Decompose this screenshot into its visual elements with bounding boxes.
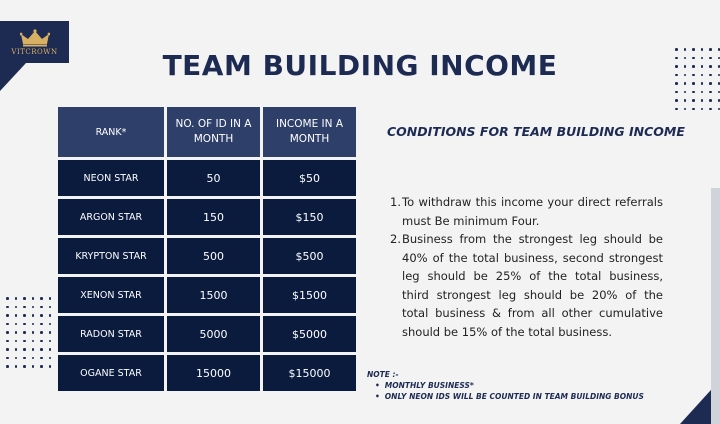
condition-item xyxy=(390,193,663,230)
brand-name: VITCROWN xyxy=(11,47,58,56)
table-row xyxy=(58,277,356,313)
decorative-dot xyxy=(23,340,26,343)
decorative-dot xyxy=(684,108,687,111)
decorative-dot xyxy=(23,357,26,360)
decorative-dot xyxy=(6,306,9,309)
ids-cell: 50 xyxy=(167,160,260,196)
decorative-dot xyxy=(32,365,35,368)
decorative-dot xyxy=(684,91,687,94)
conditions-list xyxy=(390,193,663,341)
header-ids xyxy=(167,107,260,157)
ids-cell: 150 xyxy=(167,199,260,235)
decorative-dot xyxy=(675,91,678,94)
condition-number: 2. xyxy=(390,232,401,246)
decorative-dot xyxy=(15,314,18,317)
decorative-dot xyxy=(40,331,43,334)
income-cell: $500 xyxy=(263,238,356,274)
decorative-dot xyxy=(32,357,35,360)
decorative-dot xyxy=(49,306,52,309)
rank-cell: KRYPTON STAR xyxy=(58,238,164,274)
table-row xyxy=(58,355,356,391)
table-row xyxy=(58,238,356,274)
income-cell: $50 xyxy=(263,160,356,196)
decorative-dot xyxy=(15,297,18,300)
decorative-dot xyxy=(6,323,9,326)
decorative-dot xyxy=(675,82,678,85)
decorative-dot xyxy=(49,314,52,317)
rank-cell: OGANE STAR xyxy=(58,355,164,391)
decorative-dot xyxy=(701,91,704,94)
decorative-dot xyxy=(6,331,9,334)
condition-number: 1. xyxy=(390,195,401,209)
decorative-dot xyxy=(32,306,35,309)
decorative-dot xyxy=(40,323,43,326)
decorative-dot xyxy=(40,340,43,343)
decorative-dot xyxy=(40,357,43,360)
decorative-dot xyxy=(23,323,26,326)
decorative-dot xyxy=(23,314,26,317)
decorative-dot xyxy=(40,297,43,300)
decorative-dot xyxy=(684,99,687,102)
decorative-dot xyxy=(6,357,9,360)
income-cell: $150 xyxy=(263,199,356,235)
income-cell: $5000 xyxy=(263,316,356,352)
decorative-dot xyxy=(692,108,695,111)
decorative-dot xyxy=(40,365,43,368)
decorative-dot xyxy=(49,340,52,343)
decorative-dot xyxy=(15,323,18,326)
decorative-dot xyxy=(15,306,18,309)
decorative-dot xyxy=(6,297,9,300)
rank-cell: XENON STAR xyxy=(58,277,164,313)
decorative-dot xyxy=(40,314,43,317)
decorative-dot xyxy=(15,331,18,334)
table-row xyxy=(58,160,356,196)
decorative-dot xyxy=(701,108,704,111)
decorative-dot xyxy=(709,82,712,85)
decorative-dot xyxy=(15,365,18,368)
note-list xyxy=(367,380,697,402)
decorative-dot xyxy=(49,331,52,334)
decorative-dot xyxy=(23,348,26,351)
decorative-dot xyxy=(49,323,52,326)
decorative-dot xyxy=(49,297,52,300)
decorative-dot xyxy=(692,99,695,102)
condition-text: To withdraw this income your direct referrals must Be minimum Four. xyxy=(402,195,663,228)
crown-icon xyxy=(20,29,50,47)
rank-table xyxy=(55,104,359,394)
income-cell: $1500 xyxy=(263,277,356,313)
table-row xyxy=(58,316,356,352)
ids-cell: 1500 xyxy=(167,277,260,313)
table-row xyxy=(58,199,356,235)
decorative-dot xyxy=(692,91,695,94)
page-title: TEAM BUILDING INCOME xyxy=(162,49,558,82)
income-cell: $15000 xyxy=(263,355,356,391)
condition-text: Business from the strongest leg should be 40% of the total business, second strongest leg should be 25% of the total business, third strongest leg should be 20% of the total business & from all other cumulative should be 15% of the total business. xyxy=(402,232,663,339)
decorative-dot xyxy=(49,365,52,368)
decorative-dot xyxy=(709,91,712,94)
decorative-dot xyxy=(15,357,18,360)
decorative-dot xyxy=(709,108,712,111)
rank-cell: RADON STAR xyxy=(58,316,164,352)
decorative-dot xyxy=(701,99,704,102)
rank-cell: ARGON STAR xyxy=(58,199,164,235)
decorative-dot xyxy=(32,340,35,343)
decorative-dot xyxy=(6,340,9,343)
decorative-dot xyxy=(23,297,26,300)
decorative-dot xyxy=(684,82,687,85)
note-item: • ONLY NEON IDS WILL BE COUNTED IN TEAM BUILDING BONUS xyxy=(375,391,697,402)
decorative-dot xyxy=(675,99,678,102)
decorative-dot xyxy=(32,297,35,300)
decorative-dot xyxy=(23,306,26,309)
table-header-row xyxy=(58,107,356,157)
decorative-dot xyxy=(23,331,26,334)
note-section xyxy=(367,369,697,402)
decorative-dot xyxy=(15,340,18,343)
decorative-dot xyxy=(6,348,9,351)
header-income xyxy=(263,107,356,157)
note-item: • MONTHLY BUSINESS* xyxy=(375,380,697,391)
decorative-dot xyxy=(6,314,9,317)
decorative-dot xyxy=(6,365,9,368)
conditions-title: CONDITIONS FOR TEAM BUILDING INCOME xyxy=(387,124,685,139)
decorative-dot xyxy=(675,108,678,111)
header-rank: RANK* xyxy=(58,107,164,157)
header-ids-label: NO. OF ID IN A MONTH xyxy=(175,118,252,145)
note-label: NOTE :- xyxy=(367,370,399,379)
decorative-dot xyxy=(49,348,52,351)
decorative-dot xyxy=(32,331,35,334)
condition-item xyxy=(390,230,663,341)
ids-cell: 5000 xyxy=(167,316,260,352)
decorative-dot xyxy=(32,323,35,326)
ids-cell: 15000 xyxy=(167,355,260,391)
decorative-dot xyxy=(15,348,18,351)
side-strip-decoration xyxy=(711,188,720,424)
decorative-dot xyxy=(692,82,695,85)
decorative-dot xyxy=(709,99,712,102)
decorative-dot xyxy=(23,365,26,368)
rank-cell: NEON STAR xyxy=(58,160,164,196)
header-income-label: INCOME IN A MONTH xyxy=(275,118,344,145)
decorative-dot xyxy=(32,314,35,317)
decorative-dot xyxy=(701,82,704,85)
ids-cell: 500 xyxy=(167,238,260,274)
decorative-dot xyxy=(32,348,35,351)
decorative-dot xyxy=(49,357,52,360)
decorative-dot xyxy=(40,306,43,309)
decorative-dot xyxy=(40,348,43,351)
